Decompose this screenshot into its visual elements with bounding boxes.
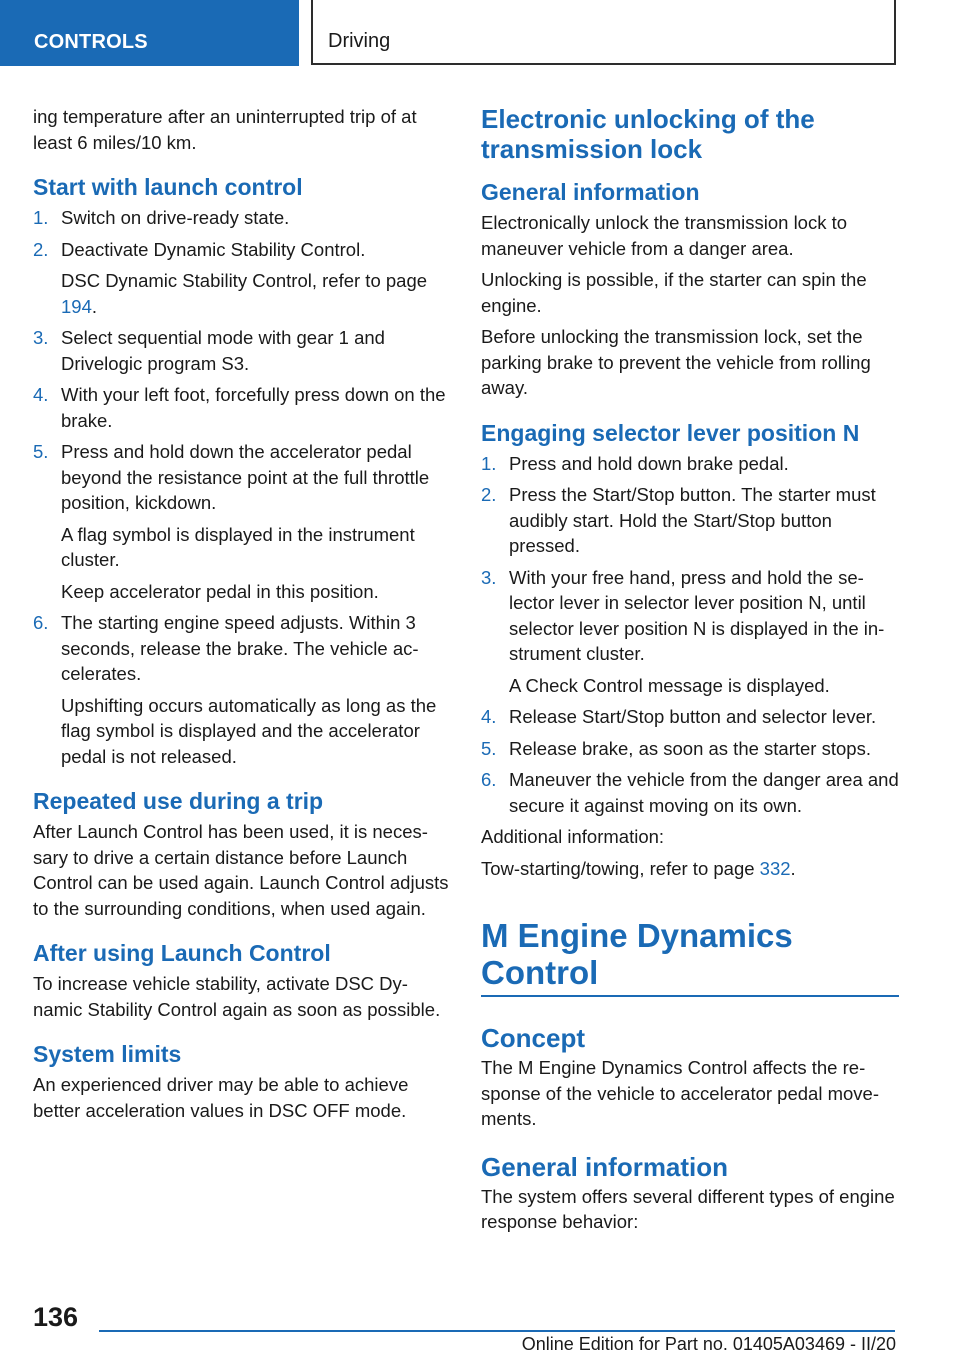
- unlock-heading: Electronic unlocking of the transmission lock: [481, 104, 815, 164]
- general-paragraph-3: Before unlocking the transmission lock, set the parking brake to prevent the vehicle from rolling away.: [481, 326, 871, 398]
- edition-note: Online Edition for Part no. 01405A03469 - II/20: [521, 1334, 896, 1354]
- engaging-steps-list: [481, 451, 899, 819]
- step-number: 2.: [33, 238, 49, 260]
- step-text: With your free hand, press and hold the selector lever in selector lever position N, until selector lever position N is displayed in the instrument cluster.: [509, 566, 885, 664]
- page-number: 136: [33, 1302, 79, 1332]
- step-number: 4.: [481, 706, 497, 727]
- system-limits-heading: System limits: [33, 1041, 182, 1067]
- page-link-194[interactable]: 194: [61, 295, 92, 317]
- additional-info-label: Additional information:: [481, 826, 665, 847]
- step-text: The starting engine speed adjusts. Within 3 seconds, release the brake. The vehicle accelerates.: [61, 612, 419, 684]
- step-note: [61, 268, 451, 319]
- note-text: DSC Dynamic Stability Control, refer to page: [61, 270, 428, 291]
- right-column: [481, 104, 899, 1241]
- step-number: 3.: [33, 327, 49, 348]
- after-launch-heading: After using Launch Control: [33, 940, 331, 966]
- launch-steps-list: [33, 205, 451, 769]
- list-item: [481, 451, 899, 477]
- list-item: [481, 767, 899, 818]
- launch-control-heading: Start with launch control: [33, 174, 303, 200]
- repeated-use-heading: Repeated use during a trip: [33, 788, 324, 814]
- step-text: Maneuver the vehicle from the danger area and secure it against moving on its own.: [509, 769, 899, 816]
- step-text: Release brake, as soon as the starter stops.: [509, 737, 871, 759]
- step-note: A flag symbol is displayed in the instrument cluster.: [61, 523, 415, 570]
- tow-text-end: .: [790, 857, 796, 879]
- concept-heading: Concept: [481, 1023, 585, 1053]
- step-number: 3.: [481, 566, 497, 588]
- step-text: Select sequential mode with gear 1 and Drivelogic program S3.: [61, 327, 385, 374]
- list-item: [33, 237, 451, 320]
- step-text: Deactivate Dynamic Stability Control.: [61, 238, 366, 260]
- list-item: [33, 439, 451, 604]
- list-item: [33, 382, 451, 433]
- repeated-use-paragraph: After Launch Control has been used, it is necessary to drive a certain distance before Launch Control can be used again. Launch Control adjusts to the surrounding conditions, when used again.: [33, 821, 449, 919]
- page-header: [0, 0, 960, 66]
- list-item: [33, 610, 451, 769]
- general-paragraph-2: Unlocking is possible, if the starter can spin the engine.: [481, 269, 867, 316]
- tow-text: Tow-starting/towing, refer to page: [481, 857, 760, 879]
- general-info-2-heading: General information: [481, 1151, 729, 1182]
- step-number: 6.: [33, 612, 49, 633]
- general-info-2-paragraph: The system offers several different types of engine response behavior:: [481, 1185, 895, 1232]
- section-tab: CONTROLS: [0, 0, 299, 66]
- concept-paragraph: The M Engine Dynamics Control affects the response of the vehicle to accelerator pedal movements.: [481, 1057, 879, 1129]
- tow-reference: [481, 856, 899, 882]
- list-item: [481, 704, 899, 730]
- step-number: 1.: [33, 207, 49, 228]
- step-note: Upshifting occurs automatically as long as the flag symbol is displayed and the accelerator pedal is not released.: [61, 694, 437, 767]
- step-text: Switch on drive-ready state.: [61, 207, 290, 228]
- step-number: 5.: [481, 737, 497, 759]
- list-item: [33, 205, 451, 231]
- step-text: Press and hold down the accelerator pedal beyond the resistance point at the full throttle position, kickdown.: [61, 441, 430, 513]
- general-paragraph-1: Electronically unlock the transmission lock to maneuver vehicle from a danger area.: [481, 212, 848, 259]
- intro-paragraph: ing temperature after an uninterrupted trip of at least 6 miles/10 km.: [33, 106, 417, 153]
- step-text: Press the Start/Stop button. The starter must audibly start. Hold the Start/Stop button pressed.: [509, 484, 876, 556]
- step-number: 1.: [481, 452, 497, 474]
- step-note: A Check Control message is displayed.: [509, 674, 830, 696]
- step-text: With your left foot, forcefully press down on the brake.: [61, 384, 446, 431]
- step-note: Keep accelerator pedal in this position.: [61, 580, 379, 602]
- chapter-title: Driving: [311, 0, 896, 65]
- system-limits-paragraph: An experienced driver may be able to achieve better acceleration values in DSC OFF mode.: [33, 1074, 409, 1121]
- step-text: Release Start/Stop button and selector lever.: [509, 706, 877, 727]
- list-item: [481, 482, 899, 559]
- general-info-heading: General information: [481, 179, 700, 205]
- step-number: 6.: [481, 769, 497, 790]
- engaging-n-heading: Engaging selector lever position N: [481, 419, 860, 446]
- left-column: [33, 104, 451, 1129]
- list-item: [33, 325, 451, 376]
- page-link-332[interactable]: 332: [759, 857, 791, 879]
- list-item: [481, 565, 899, 699]
- m-engine-dynamics-heading: M Engine Dynamics Control: [481, 917, 899, 997]
- list-item: [481, 736, 899, 762]
- after-launch-paragraph: To increase vehicle stability, activate DSC Dynamic Stability Control again as soon as possible.: [33, 973, 441, 1020]
- note-text: .: [91, 295, 98, 317]
- step-text: Press and hold down brake pedal.: [509, 452, 789, 474]
- step-number: 2.: [481, 484, 497, 505]
- step-number: 5.: [33, 441, 49, 462]
- step-number: 4.: [33, 384, 49, 405]
